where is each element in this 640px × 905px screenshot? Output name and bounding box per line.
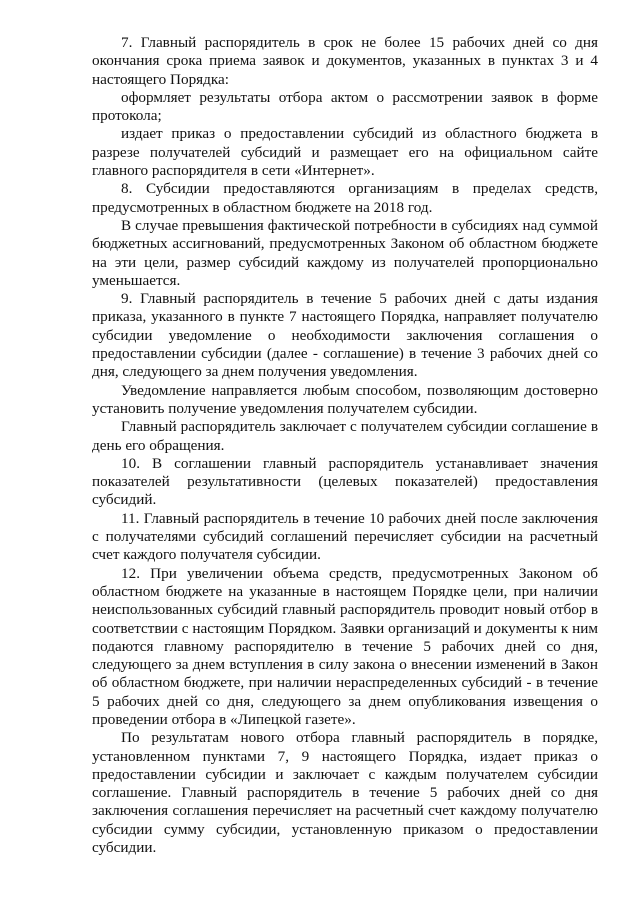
document-page xyxy=(92,34,598,857)
paragraph-9: 9. Главный распорядитель в течение 5 рабочих дней с даты издания приказа, указанного в пункте 7 настоящего Порядка, направляет получателю субсидии уведомление о необходимости заключения соглашения о предоставлении субсидии (далее - соглашение) в течение 3 рабочих дней со дня, следующего за днем получения уведомления. xyxy=(92,290,598,381)
paragraph-9-notice: Уведомление направляется любым способом, позволяющим достоверно установить получение уведомления получателем субсидии. xyxy=(92,381,598,417)
paragraph-11: 11. Главный распорядитель в течение 10 рабочих дней после заключения с получателями субсидий соглашений перечисляет субсидии на расчетный счет каждого получателя субсидии. xyxy=(92,509,598,564)
paragraph-9-agreement: Главный распорядитель заключает с получателем субсидии соглашение в день его обращения. xyxy=(92,418,598,454)
paragraph-8-excess: В случае превышения фактической потребности в субсидиях над суммой бюджетных ассигнований, предусмотренных Законом об областном бюджете на эти цели, размер субсидий каждому из получателей пропорционально уменьшается. xyxy=(92,216,598,289)
paragraph-10: 10. В соглашении главный распорядитель устанавливает значения показателей результативности (целевых показателей) предоставления субсидий. xyxy=(92,454,598,509)
paragraph-8: 8. Субсидии предоставляются организациям в пределах средств, предусмотренных в областном бюджете на 2018 год. xyxy=(92,180,598,216)
paragraph-7-item-order: издает приказ о предоставлении субсидий из областного бюджета в разрезе получателей субсидий и размещает его на официальном сайте главного распорядителя в сети «Интернет». xyxy=(92,125,598,180)
paragraph-7: 7. Главный распорядитель в срок не более 15 рабочих дней со дня окончания срока приема заявок и документов, указанных в пунктах 3 и 4 настоящего Порядка: xyxy=(92,34,598,88)
paragraph-12-results: По результатам нового отбора главный распорядитель в порядке, установленном пунктами 7, 9 настоящего Порядка, издает приказ о предоставлении субсидии и заключает с каждым получателем субсидии соглашение. Главный распорядитель в течение 5 рабочих дней со дня заключения соглашения перечисляет на расчетный счет каждому получателю субсидии сумму субсидии, установленную приказом о предоставлении субсидии. xyxy=(92,729,598,857)
paragraph-7-item-protocol: оформляет результаты отбора актом о рассмотрении заявок в форме протокола; xyxy=(92,88,598,125)
paragraph-12: 12. При увеличении объема средств, предусмотренных Законом об областном бюджете на указанные в настоящем Порядке цели, при наличии неиспользованных субсидий главный распорядитель проводит новый отбор в соответствии с настоящим Порядком. Заявки организаций и документы к ним подаются главному распорядителю в течение 5 рабочих дней со дня, следующего за днем вступления в силу закона о внесении изменений в Закон об областном бюджете, при наличии нераспределенных субсидий - в течение 5 рабочих дней со дня, следующего за днем опубликования извещения о проведении отбора в «Липецкой газете». xyxy=(92,564,598,728)
